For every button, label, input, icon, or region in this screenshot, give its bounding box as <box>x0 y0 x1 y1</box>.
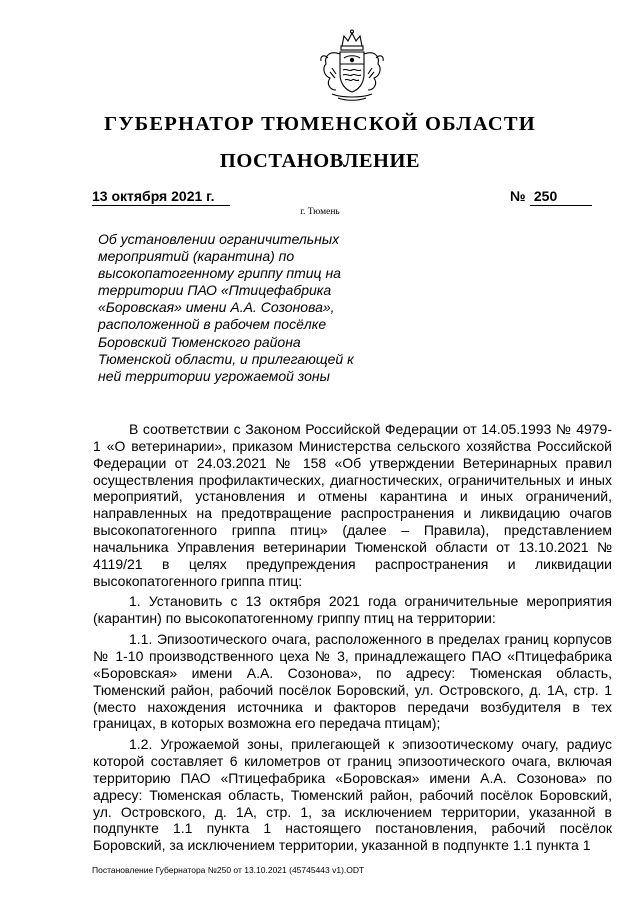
decree-number-value: 250 <box>533 188 558 204</box>
city: г. Тюмень <box>300 207 340 217</box>
tyumen-coat-of-arms-icon <box>318 28 386 102</box>
governor-title: ГУБЕРНАТОР ТЮМЕНСКОЙ ОБЛАСТИ <box>104 113 536 135</box>
preamble-paragraph: В соответствии с Законом Российской Федерации от 14.05.1993 № 4979-1 «О ветеринарии», приказом Министерства сельского хозяйства Российской Федерации от 24.03.2021 № 158 «Об утверждении Ветеринарных правил осуществления профилактических, диагностических, ограничительных и иных мероприятий, установления и отмены карантина и иных ограничений, направленных на предотвращение распространения и ликвидацию очагов высокопатогенного гриппа птиц» (далее – Правила), представлением начальника Управления ветеринарии Тюменской области от 13.10.2021 № 4119/21 в целях предупреждения распространения и ликвидации высокопатогенного гриппа птиц: <box>93 421 612 589</box>
decree-subject: Об установлении ограничительных мероприятий (карантина) по высокопатогенному гриппу птиц на территории ПАО «Птицефабрика «Боровская» имени А.А. Созонова», расположенной в рабочем посёлке Боровский Тюменского района Тюменской области, и прилегающей к ней территории угрожаемой зоны <box>98 231 354 384</box>
document-footer: Постановление Губернатора №250 от 13.10.2021 (45745443 v1).ODT <box>92 865 365 875</box>
document-type: ПОСТАНОВЛЕНИЕ <box>219 150 421 172</box>
decree-date: 13 октября 2021 г. <box>92 188 230 206</box>
clause-1-1: 1.1. Эпизоотического очага, расположенного в пределах границ корпусов № 1-10 производственного цеха № 3, принадлежащего ПАО «Птицефабрика «Боровская» имени А.А. Созонова», по адресу: Тюменская область, Тюменский район, рабочий посёлок Боровский, ул. Островского, д. 1А, стр. 1 (место нахождения источника и факторов передачи возбудителя в тех границах, в которых возможна его передача птицам); <box>93 631 612 732</box>
decree-number <box>530 188 592 206</box>
decree-body <box>93 421 612 854</box>
decree-number-label: № <box>510 188 526 204</box>
clause-1: 1. Установить с 13 октября 2021 года ограничительные мероприятия (карантин) по высокопатогенному гриппу птиц на территории: <box>93 593 612 627</box>
clause-1-2: 1.2. Угрожаемой зоны, прилегающей к эпизоотическому очагу, радиус которой составляет 6 километров от границ эпизоотического очага, включая территорию ПАО «Птицефабрика «Боровская» имени А.А. Созонова» по адресу: Тюменская область, Тюменский район, рабочий посёлок Боровский, ул. Островского, д. 1А, стр. 1, за исключением территории, указанной в подпункте 1.1 пункта 1 настоящего постановления, рабочий посёлок Боровский, за исключением территории, указанной в подпункте 1.1 пункта 1 <box>93 736 612 854</box>
